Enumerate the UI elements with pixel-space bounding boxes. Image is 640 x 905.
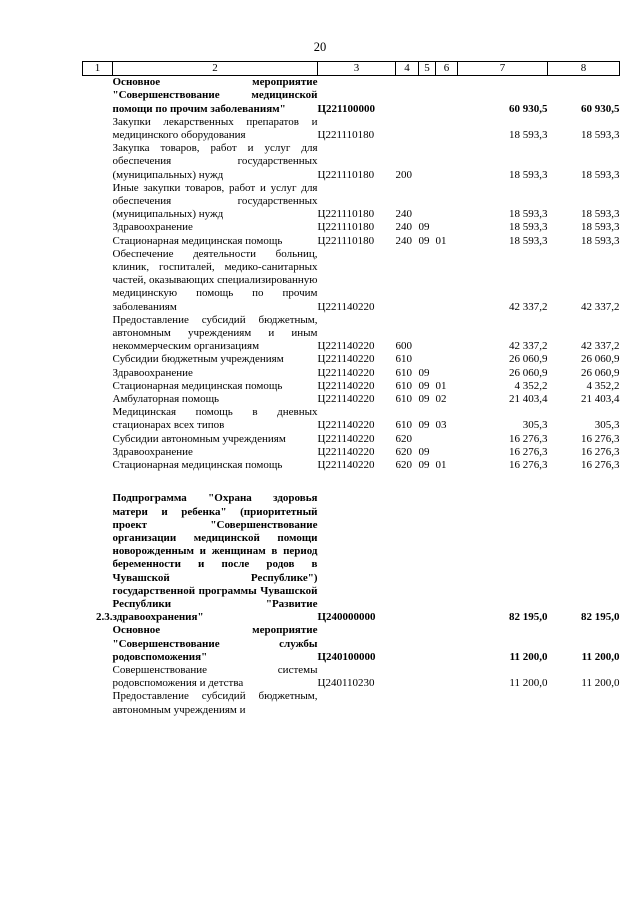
- amount-col8: 18 593,3: [581, 221, 620, 234]
- subsection-code: [436, 182, 458, 222]
- amount-col7: 42 337,2: [509, 340, 548, 353]
- expense-type: 240: [395, 221, 412, 234]
- section-code: 09: [418, 393, 430, 406]
- target-code: Ц221110180: [317, 221, 375, 234]
- amount-col8: 16 276,3: [581, 445, 620, 458]
- amount-col7: 26 060,9: [509, 353, 548, 366]
- row-name: Стационарная медицинская помощь: [112, 234, 283, 247]
- amount-col7: 18 593,3: [509, 168, 548, 181]
- expense-type: 620: [395, 459, 412, 472]
- subsection-code: [436, 142, 458, 182]
- amount-col7: 60 930,5: [509, 102, 548, 115]
- target-code: Ц221140220: [317, 419, 375, 432]
- row-number: [83, 248, 113, 314]
- table-row: [83, 393, 620, 406]
- amount-col7: 18 593,3: [509, 221, 548, 234]
- expense-type: 610: [395, 366, 412, 379]
- amount-col7: 11 200,0: [509, 650, 548, 663]
- row-name: Предоставление субсидий бюджетным, автономным учреждениям и: [112, 690, 318, 716]
- table-row: [83, 116, 620, 142]
- amount-col8: 11 200,0: [581, 650, 620, 663]
- row-number: [83, 76, 113, 116]
- subsection-code: [436, 353, 458, 366]
- header-cell-1: 1: [83, 62, 113, 76]
- section-code: 09: [418, 221, 430, 234]
- amount-col8: 82 195,0: [581, 611, 620, 624]
- table-row: [83, 624, 620, 664]
- expense-type: 610: [395, 379, 412, 392]
- amount-col7: 18 593,3: [509, 234, 548, 247]
- row-number: [83, 459, 113, 472]
- row-name: Медицинская помощь в дневных стационарах всех типов: [112, 406, 318, 432]
- target-code: Ц221110180: [317, 129, 375, 142]
- row-number: [83, 446, 113, 459]
- table-row: [83, 380, 620, 393]
- row-number: [83, 664, 113, 690]
- expense-type: 610: [395, 353, 412, 366]
- budget-table: [82, 61, 620, 717]
- subsection-code: [436, 76, 458, 116]
- spacer-cell: [83, 472, 620, 492]
- amount-col8: 60 930,5: [581, 102, 620, 115]
- section-code: [419, 690, 436, 716]
- section-code: [419, 248, 436, 314]
- amount-col7: 18 593,3: [509, 208, 548, 221]
- row-name: Здравоохранение: [112, 445, 193, 458]
- subsection-code: [436, 624, 458, 664]
- expense-type: [396, 690, 419, 716]
- table-row: [83, 353, 620, 366]
- amount-col7: 18 593,3: [509, 129, 548, 142]
- target-code: Ц221140220: [317, 353, 375, 366]
- amount-col7: 42 337,2: [509, 300, 548, 313]
- table-row: [83, 664, 620, 690]
- table-row: [83, 406, 620, 432]
- row-number: [83, 367, 113, 380]
- target-code: Ц221110180: [317, 168, 375, 181]
- section-code: 09: [418, 379, 430, 392]
- target-code: Ц240100000: [317, 650, 376, 663]
- target-code: Ц221140220: [317, 300, 375, 313]
- target-code: Ц221140220: [317, 340, 375, 353]
- row-number: 2.3.: [96, 611, 113, 624]
- section-code: [419, 76, 436, 116]
- subsection-code: [436, 446, 458, 459]
- header-cell-4: 4: [396, 62, 419, 76]
- amount-col7: 82 195,0: [509, 611, 548, 624]
- target-code: Ц221110180: [317, 234, 375, 247]
- section-code: [419, 116, 436, 142]
- section-code: [419, 433, 436, 446]
- table-row: [83, 76, 620, 116]
- section-code: [419, 492, 436, 624]
- table-row: [83, 492, 620, 624]
- amount-col8: 18 593,3: [581, 168, 620, 181]
- target-code: Ц240000000: [317, 611, 376, 624]
- expense-type: 610: [395, 419, 412, 432]
- row-number: [83, 182, 113, 222]
- subsection-code: [436, 690, 458, 716]
- table-row: [83, 459, 620, 472]
- subsection-code: 03: [435, 419, 447, 432]
- target-code: Ц221140220: [317, 366, 375, 379]
- amount-col7: 4 352,2: [514, 379, 548, 392]
- row-name: Основное мероприятие "Совершенствование медицинской помощи по прочим заболеваниям": [112, 76, 318, 115]
- row-name: Обеспечение деятельности больниц, клиник, госпиталей, медико-санитарных частей, оказывающих специализированную медицинскую помощь по прочим заболеваниям: [112, 247, 318, 313]
- subsection-code: 01: [435, 459, 447, 472]
- section-code: 09: [418, 459, 430, 472]
- row-number: [83, 433, 113, 446]
- target-code: Ц240110230: [317, 677, 375, 690]
- target-code: Ц221140220: [317, 379, 375, 392]
- amount-col7: 16 276,3: [509, 432, 548, 445]
- header-cell-7: 7: [458, 62, 548, 76]
- table-body: [83, 76, 620, 717]
- row-number: [83, 116, 113, 142]
- amount-col8: [548, 690, 620, 716]
- row-name: Основное мероприятие "Совершенствование службы родовспоможения": [112, 624, 318, 663]
- spacer-row: [83, 472, 620, 492]
- amount-col8: 4 352,2: [586, 379, 620, 392]
- table-row: [83, 433, 620, 446]
- amount-col8: 21 403,4: [581, 393, 620, 406]
- subsection-code: [436, 116, 458, 142]
- expense-type: [396, 76, 419, 116]
- subsection-code: [436, 433, 458, 446]
- amount-col8: 26 060,9: [581, 353, 620, 366]
- amount-col8: 26 060,9: [581, 366, 620, 379]
- amount-col7: 16 276,3: [509, 459, 548, 472]
- section-code: [419, 142, 436, 182]
- section-code: [419, 664, 436, 690]
- row-name: Закупки лекарственных препаратов и медицинского оборудования: [112, 115, 318, 142]
- table-row: [83, 235, 620, 248]
- amount-col8: 16 276,3: [581, 432, 620, 445]
- subsection-code: [436, 221, 458, 234]
- subsection-code: [436, 248, 458, 314]
- amount-col8: 16 276,3: [581, 459, 620, 472]
- expense-type: 600: [395, 340, 412, 353]
- amount-col8: 305,3: [594, 419, 620, 432]
- expense-type: [396, 624, 419, 664]
- subsection-code: [436, 367, 458, 380]
- amount-col8: 11 200,0: [581, 677, 620, 690]
- row-name: Здравоохранение: [112, 366, 193, 379]
- expense-type: [396, 116, 419, 142]
- amount-col7: [458, 690, 548, 716]
- target-code: Ц221100000: [317, 102, 375, 115]
- amount-col7: 11 200,0: [509, 677, 548, 690]
- target-code: Ц221140220: [317, 393, 375, 406]
- row-number: [83, 690, 113, 716]
- row-name: Иные закупки товаров, работ и услуг для обеспечения государственных (муниципальных) нужд: [112, 181, 318, 221]
- subsection-code: 01: [435, 234, 447, 247]
- row-name: Стационарная медицинская помощь: [112, 459, 283, 472]
- target-code: Ц221140220: [317, 445, 375, 458]
- expense-type: [396, 492, 419, 624]
- amount-col8: 18 593,3: [581, 234, 620, 247]
- target-code: Ц221140220: [317, 432, 375, 445]
- subsection-code: [436, 664, 458, 690]
- subsection-code: 02: [435, 393, 447, 406]
- header-cell-6: 6: [436, 62, 458, 76]
- subsection-code: [436, 314, 458, 354]
- amount-col8: 18 593,3: [581, 208, 620, 221]
- subsection-code: 01: [435, 379, 447, 392]
- row-name: Здравоохранение: [112, 221, 193, 234]
- section-code: [419, 353, 436, 366]
- subsection-code: [436, 492, 458, 624]
- section-code: 09: [418, 419, 430, 432]
- row-number: [83, 393, 113, 406]
- row-name: Закупка товаров, работ и услуг для обеспечения государственных (муниципальных) нужд: [112, 142, 318, 181]
- expense-type: 620: [395, 445, 412, 458]
- expense-type: 240: [395, 208, 412, 221]
- expense-type: 240: [395, 234, 412, 247]
- table-row: [83, 690, 620, 716]
- target-code: Ц221140220: [317, 459, 375, 472]
- amount-col8: 42 337,2: [581, 340, 620, 353]
- row-number: [83, 235, 113, 248]
- section-code: 09: [418, 445, 430, 458]
- header-cell-5: 5: [419, 62, 436, 76]
- header-row: [83, 62, 620, 76]
- row-number: [83, 624, 113, 664]
- header-cell-2: 2: [113, 62, 318, 76]
- table-row: [83, 248, 620, 314]
- amount-col7: 26 060,9: [509, 366, 548, 379]
- expense-type: 200: [395, 168, 412, 181]
- row-name: Предоставление субсидий бюджетным, автономным учреждениям и иным некоммерческим организациям: [112, 313, 318, 353]
- table-row: [83, 182, 620, 222]
- row-name: Подпрограмма "Охрана здоровья матери и ребенка" (приоритетный проект "Совершенствование организации медицинской помощи новорожденным и женщинам в период беременности и после родов в Чувашской Республике") государственной программы Чувашской Республики "Развитие здравоохранения": [112, 492, 318, 624]
- page-number: 20: [313, 40, 327, 54]
- row-name: Субсидии бюджетным учреждениям: [112, 353, 284, 366]
- expense-type: 620: [395, 432, 412, 445]
- row-name: Субсидии автономным учреждениям: [112, 432, 286, 445]
- table-header: [83, 62, 620, 76]
- amount-col7: 305,3: [522, 419, 548, 432]
- row-name: Совершенствование системы родовспоможения и детства: [112, 663, 318, 690]
- amount-col7: 16 276,3: [509, 445, 548, 458]
- row-number: [83, 142, 113, 182]
- table-row: [83, 446, 620, 459]
- row-number: [83, 353, 113, 366]
- amount-col8: 18 593,3: [581, 129, 620, 142]
- row-number: [83, 380, 113, 393]
- table-row: [83, 367, 620, 380]
- amount-col7: 21 403,4: [509, 393, 548, 406]
- expense-type: 610: [395, 393, 412, 406]
- expense-type: [396, 664, 419, 690]
- header-cell-8: 8: [548, 62, 620, 76]
- header-cell-3: 3: [318, 62, 396, 76]
- section-code: 09: [418, 234, 430, 247]
- section-code: 09: [418, 366, 430, 379]
- row-number: [83, 406, 113, 432]
- row-number: [83, 221, 113, 234]
- section-code: [419, 624, 436, 664]
- section-code: [419, 314, 436, 354]
- expense-type: [396, 248, 419, 314]
- target-code: Ц221110180: [317, 208, 375, 221]
- row-name: Стационарная медицинская помощь: [112, 379, 283, 392]
- target-code: [318, 690, 396, 716]
- table-row: [83, 221, 620, 234]
- amount-col8: 42 337,2: [581, 300, 620, 313]
- row-number: [83, 314, 113, 354]
- table-row: [83, 314, 620, 354]
- table-row: [83, 142, 620, 182]
- section-code: [419, 182, 436, 222]
- row-name: Амбулаторная помощь: [112, 393, 220, 406]
